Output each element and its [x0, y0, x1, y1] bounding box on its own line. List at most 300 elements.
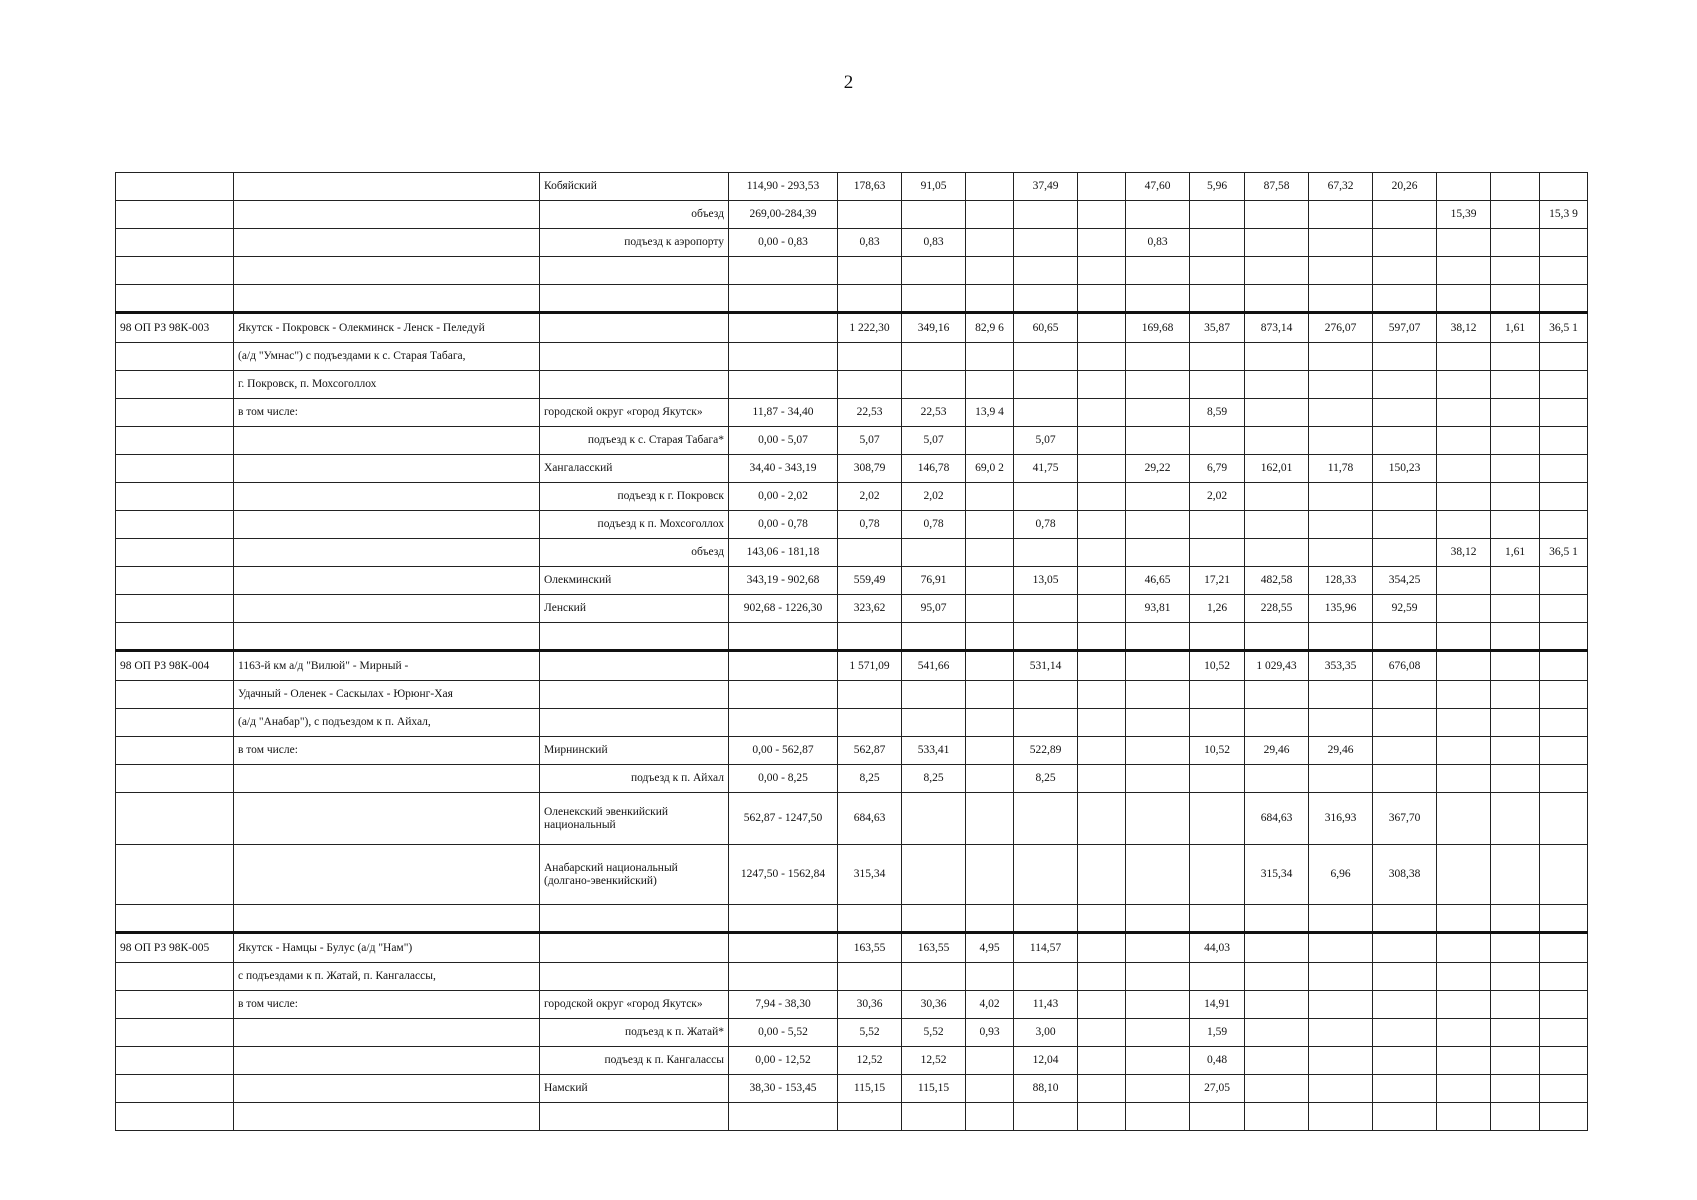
table-row [116, 313, 1588, 343]
value-cell [1309, 511, 1373, 539]
value-cell: 353,35 [1309, 651, 1373, 681]
km-range-cell: 562,87 - 1247,50 [729, 793, 838, 845]
value-cell: 67,32 [1309, 173, 1373, 201]
value-cell: 2,02 [838, 483, 902, 511]
value-cell: 541,66 [902, 651, 966, 681]
value-cell [1078, 1103, 1126, 1131]
roads-table [115, 172, 1588, 1131]
value-cell [1491, 343, 1540, 371]
value-cell [1540, 765, 1588, 793]
value-cell [1078, 371, 1126, 399]
road-name-cell [234, 455, 540, 483]
section-name-cell: подъезд к г. Покровск [540, 483, 729, 511]
road-code-cell [116, 511, 234, 539]
value-cell: 27,05 [1190, 1075, 1245, 1103]
value-cell [1126, 765, 1190, 793]
table-row [116, 737, 1588, 765]
value-cell: 36,5 1 [1540, 539, 1588, 567]
value-cell [1491, 709, 1540, 737]
value-cell [1309, 285, 1373, 313]
value-cell [1309, 709, 1373, 737]
road-name-cell [234, 511, 540, 539]
km-range-cell [729, 963, 838, 991]
value-cell [1540, 229, 1588, 257]
value-cell [1309, 1019, 1373, 1047]
value-cell [1491, 427, 1540, 455]
value-cell [1373, 623, 1437, 651]
km-range-cell [729, 905, 838, 933]
value-cell [1540, 623, 1588, 651]
value-cell [1373, 371, 1437, 399]
value-cell: 12,52 [902, 1047, 966, 1075]
value-cell [1078, 427, 1126, 455]
table-row [116, 427, 1588, 455]
value-cell: 5,52 [838, 1019, 902, 1047]
value-cell [1437, 963, 1491, 991]
value-cell [902, 681, 966, 709]
value-cell: 29,46 [1245, 737, 1309, 765]
value-cell [1373, 905, 1437, 933]
value-cell [1491, 737, 1540, 765]
value-cell [838, 201, 902, 229]
value-cell [1126, 1075, 1190, 1103]
value-cell [1014, 539, 1078, 567]
value-cell [1373, 963, 1437, 991]
value-cell [1540, 511, 1588, 539]
km-range-cell [729, 343, 838, 371]
value-cell [1437, 793, 1491, 845]
section-name-cell: Олекминский [540, 567, 729, 595]
section-name-cell [540, 371, 729, 399]
value-cell [1078, 455, 1126, 483]
road-code-cell [116, 539, 234, 567]
value-cell [902, 709, 966, 737]
value-cell [1245, 623, 1309, 651]
road-code-cell [116, 623, 234, 651]
value-cell: 3,00 [1014, 1019, 1078, 1047]
section-name-cell: Хангаласский [540, 455, 729, 483]
value-cell [1373, 765, 1437, 793]
value-cell [1309, 399, 1373, 427]
value-cell [1540, 1047, 1588, 1075]
value-cell [1014, 905, 1078, 933]
table-row [116, 905, 1588, 933]
value-cell [1126, 681, 1190, 709]
value-cell [966, 793, 1014, 845]
value-cell [1190, 905, 1245, 933]
value-cell [1373, 201, 1437, 229]
value-cell: 684,63 [838, 793, 902, 845]
value-cell: 2,02 [1190, 483, 1245, 511]
value-cell [1437, 709, 1491, 737]
table-body [116, 173, 1588, 1131]
value-cell [1373, 1047, 1437, 1075]
value-cell [1126, 343, 1190, 371]
value-cell [1540, 1075, 1588, 1103]
road-code-cell [116, 567, 234, 595]
value-cell [1491, 905, 1540, 933]
value-cell [1245, 1075, 1309, 1103]
table-row [116, 483, 1588, 511]
value-cell: 0,83 [838, 229, 902, 257]
value-cell [1126, 1019, 1190, 1047]
value-cell [966, 173, 1014, 201]
value-cell [1078, 623, 1126, 651]
value-cell: 482,58 [1245, 567, 1309, 595]
value-cell [1540, 399, 1588, 427]
value-cell [1014, 623, 1078, 651]
value-cell [838, 343, 902, 371]
road-code-cell [116, 737, 234, 765]
value-cell [1540, 483, 1588, 511]
road-name-cell: (а/д "Умнас") с подъездами к с. Старая Табага, [234, 343, 540, 371]
section-name-cell [540, 681, 729, 709]
value-cell [1309, 427, 1373, 455]
value-cell [1126, 651, 1190, 681]
road-name-cell [234, 1047, 540, 1075]
value-cell [1126, 399, 1190, 427]
value-cell [838, 539, 902, 567]
value-cell [1309, 257, 1373, 285]
value-cell [1078, 567, 1126, 595]
value-cell [966, 427, 1014, 455]
value-cell [838, 623, 902, 651]
value-cell: 367,70 [1373, 793, 1437, 845]
value-cell [1437, 845, 1491, 905]
value-cell [1373, 709, 1437, 737]
km-range-cell: 0,00 - 5,07 [729, 427, 838, 455]
value-cell [1126, 427, 1190, 455]
value-cell [1078, 483, 1126, 511]
value-cell [1540, 285, 1588, 313]
value-cell [1078, 257, 1126, 285]
value-cell: 0,78 [1014, 511, 1078, 539]
value-cell [1437, 285, 1491, 313]
road-name-cell [234, 765, 540, 793]
value-cell: 88,10 [1014, 1075, 1078, 1103]
section-name-cell: Анабарский национальный (долгано-эвенкийский) [540, 845, 729, 905]
value-cell [1540, 595, 1588, 623]
value-cell [1437, 229, 1491, 257]
value-cell [1491, 257, 1540, 285]
value-cell: 684,63 [1245, 793, 1309, 845]
value-cell: 60,65 [1014, 313, 1078, 343]
section-name-cell: Ленский [540, 595, 729, 623]
value-cell: 0,93 [966, 1019, 1014, 1047]
value-cell: 12,04 [1014, 1047, 1078, 1075]
value-cell [1491, 963, 1540, 991]
value-cell: 93,81 [1126, 595, 1190, 623]
value-cell [1190, 201, 1245, 229]
value-cell [1491, 623, 1540, 651]
value-cell [1078, 1075, 1126, 1103]
value-cell [966, 963, 1014, 991]
value-cell: 46,65 [1126, 567, 1190, 595]
value-cell [1437, 1075, 1491, 1103]
value-cell [1126, 933, 1190, 963]
section-name-cell [540, 1103, 729, 1131]
road-name-cell [234, 173, 540, 201]
value-cell [1373, 343, 1437, 371]
value-cell [1437, 1019, 1491, 1047]
table-row [116, 511, 1588, 539]
road-name-cell: Удачный - Оленек - Саскылах - Юрюнг-Хая [234, 681, 540, 709]
value-cell [1245, 765, 1309, 793]
value-cell [1491, 511, 1540, 539]
km-range-cell [729, 709, 838, 737]
value-cell [838, 709, 902, 737]
km-range-cell: 1247,50 - 1562,84 [729, 845, 838, 905]
km-range-cell: 0,00 - 0,78 [729, 511, 838, 539]
value-cell [902, 539, 966, 567]
road-name-cell [234, 257, 540, 285]
road-name-cell: 1163-й км а/д "Вилюй" - Мирный - [234, 651, 540, 681]
value-cell [1014, 595, 1078, 623]
road-code-cell [116, 343, 234, 371]
section-name-cell [540, 905, 729, 933]
value-cell [1491, 765, 1540, 793]
km-range-cell: 0,00 - 5,52 [729, 1019, 838, 1047]
value-cell [1309, 1075, 1373, 1103]
value-cell: 522,89 [1014, 737, 1078, 765]
section-name-cell: подъезд к п. Айхал [540, 765, 729, 793]
value-cell: 20,26 [1373, 173, 1437, 201]
km-range-cell: 114,90 - 293,53 [729, 173, 838, 201]
value-cell: 76,91 [902, 567, 966, 595]
road-name-cell [234, 483, 540, 511]
table-row [116, 455, 1588, 483]
km-range-cell [729, 651, 838, 681]
value-cell: 150,23 [1373, 455, 1437, 483]
road-code-cell: 98 ОП РЗ 98К-004 [116, 651, 234, 681]
value-cell [1540, 567, 1588, 595]
value-cell [1437, 737, 1491, 765]
value-cell: 163,55 [838, 933, 902, 963]
road-name-cell [234, 427, 540, 455]
value-cell [1126, 709, 1190, 737]
value-cell: 15,3 9 [1540, 201, 1588, 229]
value-cell [1190, 229, 1245, 257]
value-cell [1309, 539, 1373, 567]
road-name-cell [234, 1019, 540, 1047]
table-row [116, 623, 1588, 651]
value-cell [1491, 371, 1540, 399]
value-cell [1078, 963, 1126, 991]
value-cell: 35,87 [1190, 313, 1245, 343]
road-name-cell: в том числе: [234, 737, 540, 765]
value-cell [1437, 651, 1491, 681]
road-name-cell [234, 229, 540, 257]
km-range-cell: 902,68 - 1226,30 [729, 595, 838, 623]
road-code-cell [116, 1047, 234, 1075]
road-name-cell [234, 595, 540, 623]
section-name-cell: подъезд к аэропорту [540, 229, 729, 257]
value-cell [902, 371, 966, 399]
value-cell: 29,22 [1126, 455, 1190, 483]
km-range-cell: 0,00 - 2,02 [729, 483, 838, 511]
value-cell [1126, 737, 1190, 765]
value-cell [1245, 1103, 1309, 1131]
value-cell [966, 1075, 1014, 1103]
value-cell [1491, 1075, 1540, 1103]
value-cell: 308,79 [838, 455, 902, 483]
value-cell [1126, 845, 1190, 905]
value-cell [1078, 1047, 1126, 1075]
value-cell [1540, 1103, 1588, 1131]
value-cell [1437, 371, 1491, 399]
table-row [116, 681, 1588, 709]
value-cell: 15,39 [1437, 201, 1491, 229]
value-cell: 92,59 [1373, 595, 1437, 623]
value-cell: 873,14 [1245, 313, 1309, 343]
value-cell [1373, 399, 1437, 427]
km-range-cell [729, 1103, 838, 1131]
value-cell [966, 709, 1014, 737]
value-cell: 22,53 [902, 399, 966, 427]
section-name-cell [540, 343, 729, 371]
road-code-cell [116, 173, 234, 201]
value-cell [1437, 399, 1491, 427]
value-cell [966, 229, 1014, 257]
value-cell [1014, 371, 1078, 399]
value-cell [1190, 623, 1245, 651]
value-cell [1126, 1103, 1190, 1131]
table-row [116, 991, 1588, 1019]
value-cell: 0,83 [902, 229, 966, 257]
road-code-cell [116, 427, 234, 455]
value-cell: 115,15 [838, 1075, 902, 1103]
value-cell [1014, 257, 1078, 285]
value-cell: 308,38 [1373, 845, 1437, 905]
value-cell [966, 285, 1014, 313]
value-cell: 1,59 [1190, 1019, 1245, 1047]
value-cell [1491, 285, 1540, 313]
value-cell [1078, 511, 1126, 539]
value-cell: 115,15 [902, 1075, 966, 1103]
value-cell: 2,02 [902, 483, 966, 511]
value-cell [1373, 539, 1437, 567]
value-cell: 47,60 [1126, 173, 1190, 201]
value-cell [902, 905, 966, 933]
value-cell [1245, 343, 1309, 371]
table-row [116, 539, 1588, 567]
value-cell [1491, 201, 1540, 229]
value-cell: 533,41 [902, 737, 966, 765]
value-cell: 4,95 [966, 933, 1014, 963]
section-name-cell [540, 285, 729, 313]
section-name-cell: Кобяйский [540, 173, 729, 201]
value-cell: 29,46 [1309, 737, 1373, 765]
value-cell: 1 029,43 [1245, 651, 1309, 681]
value-cell [902, 963, 966, 991]
table-row [116, 173, 1588, 201]
value-cell [966, 371, 1014, 399]
value-cell: 1 571,09 [838, 651, 902, 681]
road-code-cell [116, 399, 234, 427]
value-cell [1491, 933, 1540, 963]
section-name-cell: объезд [540, 539, 729, 567]
value-cell: 8,25 [1014, 765, 1078, 793]
value-cell: 4,02 [966, 991, 1014, 1019]
road-code-cell [116, 371, 234, 399]
value-cell [1126, 285, 1190, 313]
value-cell: 95,07 [902, 595, 966, 623]
value-cell: 5,96 [1190, 173, 1245, 201]
section-name-cell [540, 963, 729, 991]
value-cell [1245, 371, 1309, 399]
value-cell: 22,53 [838, 399, 902, 427]
table-row [116, 1103, 1588, 1131]
value-cell: 41,75 [1014, 455, 1078, 483]
value-cell: 14,91 [1190, 991, 1245, 1019]
value-cell [1373, 229, 1437, 257]
value-cell: 44,03 [1190, 933, 1245, 963]
value-cell [1126, 991, 1190, 1019]
road-code-cell [116, 257, 234, 285]
value-cell: 1,26 [1190, 595, 1245, 623]
value-cell: 10,52 [1190, 651, 1245, 681]
road-name-cell: Якутск - Покровск - Олекминск - Ленск - Пеледуй [234, 313, 540, 343]
page-number: 2 [843, 72, 854, 93]
value-cell [1309, 905, 1373, 933]
value-cell [1491, 595, 1540, 623]
value-cell [966, 765, 1014, 793]
road-code-cell: 98 ОП РЗ 98К-003 [116, 313, 234, 343]
km-range-cell [729, 623, 838, 651]
value-cell [1190, 257, 1245, 285]
road-code-cell [116, 455, 234, 483]
value-cell [1540, 651, 1588, 681]
value-cell [1373, 933, 1437, 963]
km-range-cell [729, 313, 838, 343]
value-cell [1078, 709, 1126, 737]
km-range-cell: 38,30 - 153,45 [729, 1075, 838, 1103]
value-cell [1540, 681, 1588, 709]
value-cell: 0,78 [902, 511, 966, 539]
value-cell [838, 257, 902, 285]
road-code-cell [116, 595, 234, 623]
value-cell [838, 371, 902, 399]
value-cell [1078, 765, 1126, 793]
value-cell: 38,12 [1437, 539, 1491, 567]
value-cell [1373, 483, 1437, 511]
value-cell [1245, 681, 1309, 709]
value-cell [838, 681, 902, 709]
value-cell [1245, 933, 1309, 963]
value-cell [966, 343, 1014, 371]
km-range-cell [729, 933, 838, 963]
value-cell [1540, 371, 1588, 399]
value-cell [1437, 681, 1491, 709]
value-cell [1014, 229, 1078, 257]
value-cell [1190, 285, 1245, 313]
value-cell [1014, 681, 1078, 709]
value-cell [1309, 765, 1373, 793]
km-range-cell: 0,00 - 12,52 [729, 1047, 838, 1075]
table-row [116, 567, 1588, 595]
value-cell [1373, 427, 1437, 455]
road-name-cell [234, 623, 540, 651]
value-cell [1245, 483, 1309, 511]
value-cell [902, 845, 966, 905]
value-cell: 178,63 [838, 173, 902, 201]
value-cell [1373, 991, 1437, 1019]
section-name-cell: Оленекский эвенкийский национальный [540, 793, 729, 845]
value-cell [1309, 681, 1373, 709]
value-cell [1437, 765, 1491, 793]
value-cell [1245, 257, 1309, 285]
value-cell [1309, 483, 1373, 511]
